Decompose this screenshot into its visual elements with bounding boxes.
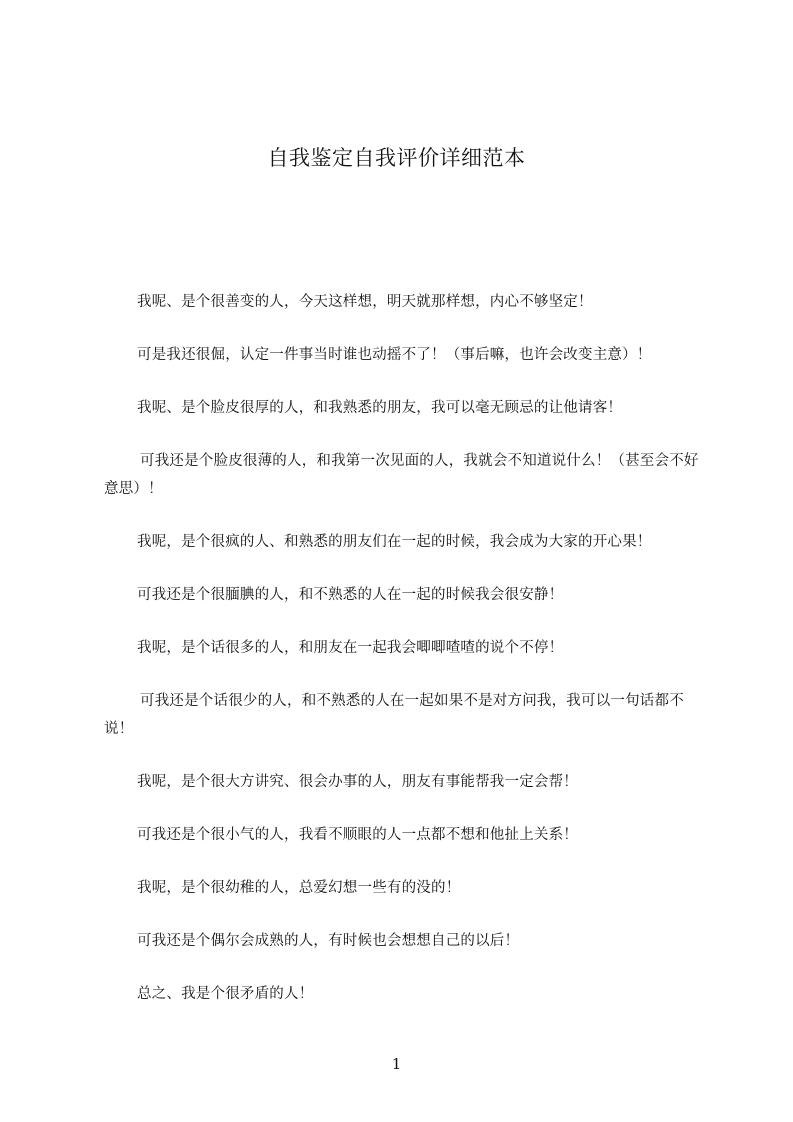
paragraph: 我呢、是个很善变的人，今天这样想，明天就那样想，内心不够坚定！: [137, 294, 593, 310]
page-title: 自我鉴定自我评价详细范本: [267, 146, 526, 170]
paragraph: 我呢、是个脸皮很厚的人，和我熟悉的朋友，我可以毫无顾忌的让他请客！: [137, 400, 623, 416]
paragraph: 可我还是个话很少的人，和不熟悉的人在一起如果不是对方问我，我可以一句话都不说！: [104, 693, 684, 737]
paragraph: 总之、我是个很矛盾的人！: [137, 986, 314, 1002]
paragraph: 我呢，是个很疯的人、和熟悉的朋友们在一起的时候，我会成为大家的开心果！: [137, 534, 652, 550]
paragraph: 可是我还很倔，认定一件事当时谁也动摇不了！（事后嘛，也许会改变主意）！: [137, 347, 652, 363]
paragraph: 可我还是个脸皮很薄的人，和我第一次见面的人，我就会不知道说什么！（甚至会不好意思）！: [104, 453, 699, 497]
paragraph: 我呢，是个话很多的人，和朋友在一起我会唧唧喳喳的说个不停！: [137, 640, 564, 656]
paragraph: 可我还是个很小气的人，我看不顺眼的人一点都不想和他扯上关系！: [137, 827, 578, 843]
paragraph: 我呢，是个很幼稚的人，总爱幻想一些有的没的！: [137, 880, 461, 896]
page-number: 1: [391, 1055, 402, 1073]
document-body: [104, 288, 704, 1033]
paragraph: 我呢，是个很大方讲究、很会办事的人，朋友有事能帮我一定会帮！: [137, 774, 578, 790]
paragraph: 可我还是个很腼腆的人，和不熟悉的人在一起的时候我会很安静！: [137, 587, 564, 603]
paragraph: 可我还是个偶尔会成熟的人，有时候也会想想自己的以后！: [137, 933, 520, 949]
